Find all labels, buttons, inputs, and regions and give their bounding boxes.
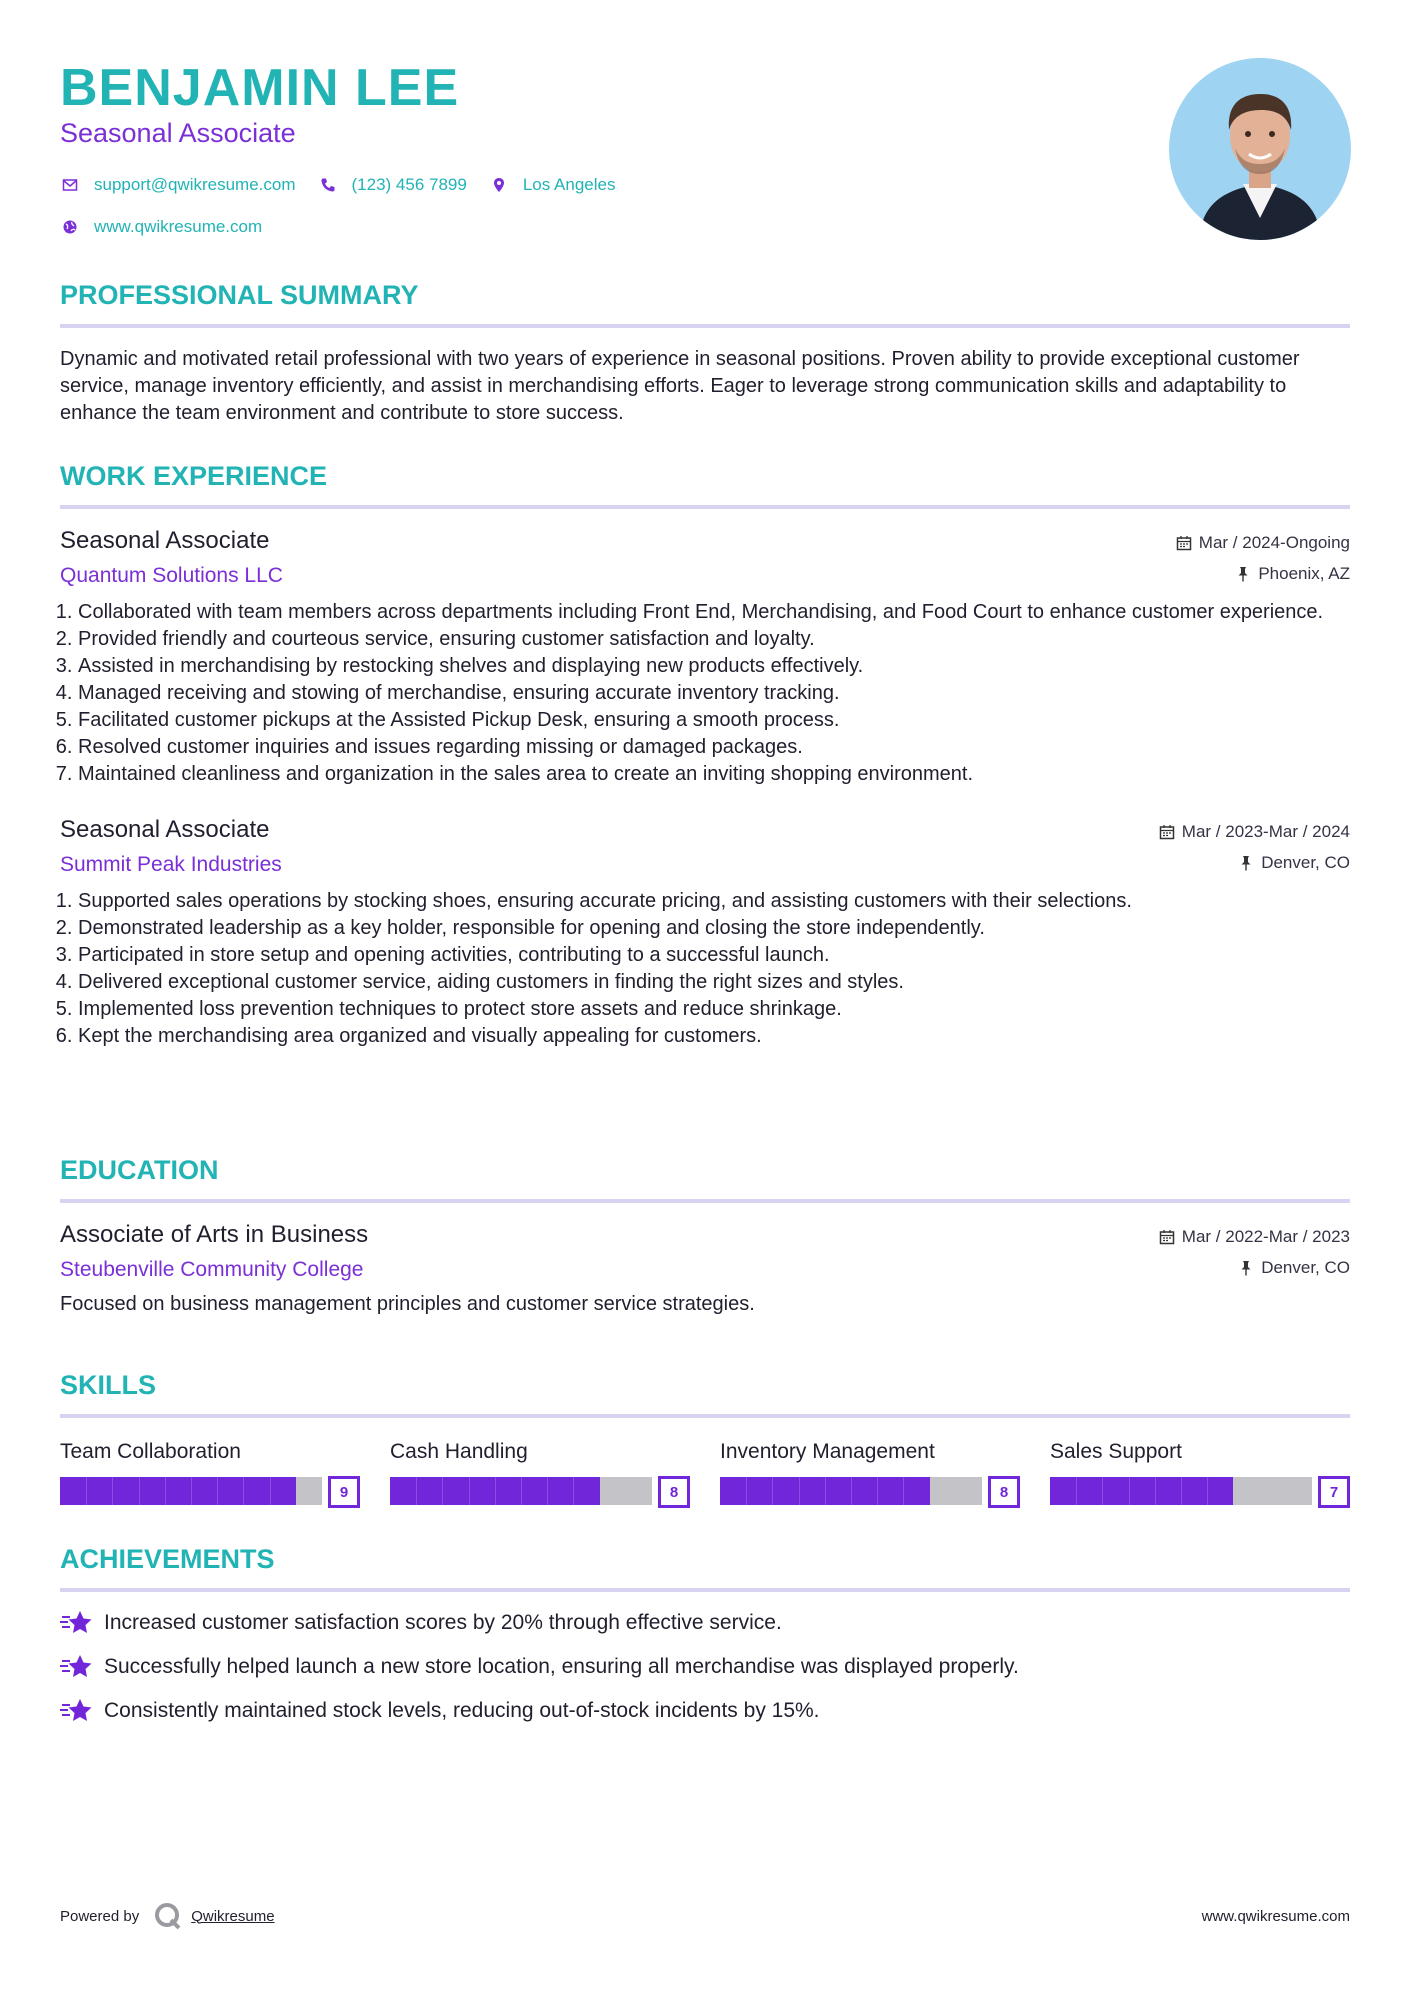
candidate-name: BENJAMIN LEE xyxy=(60,59,460,117)
skill-bar-segment xyxy=(1155,1477,1156,1505)
skill-name: Inventory Management xyxy=(720,1440,935,1463)
job-meta xyxy=(1159,814,1350,883)
phone-icon xyxy=(318,175,338,195)
pushpin-icon xyxy=(1238,1260,1254,1276)
skill-name: Sales Support xyxy=(1050,1440,1182,1463)
skill-bar-segment xyxy=(877,1477,878,1505)
skill-bar-segment xyxy=(521,1477,522,1505)
list-item: 3. Participated in store setup and opening activities, contributing to a successful launch. xyxy=(78,942,1350,969)
envelope-icon xyxy=(60,175,80,195)
experience-heading: WORK EXPERIENCE xyxy=(60,461,328,491)
skill-name: Team Collaboration xyxy=(60,1440,241,1463)
skill-bar-segment xyxy=(416,1477,417,1505)
skills-section xyxy=(60,1368,1350,1506)
achievement-text: Increased customer satisfaction scores by 20% through effective service. xyxy=(104,1611,782,1634)
skill-bar xyxy=(390,1476,690,1506)
achievements-section xyxy=(60,1542,1350,1740)
list-item: 5. Implemented loss prevention techniques to protect store assets and reduce shrinkage. xyxy=(78,996,1350,1023)
job-meta xyxy=(1176,525,1350,594)
job-bullets xyxy=(60,599,1350,788)
website-contact[interactable] xyxy=(60,217,262,237)
skill-level: 8 xyxy=(658,1476,690,1508)
skill-bar-segment xyxy=(270,1477,271,1505)
skill-bar-segment xyxy=(469,1477,470,1505)
job-entry xyxy=(60,525,1350,788)
skill-bar-segment xyxy=(86,1477,87,1505)
skill-level: 8 xyxy=(988,1476,1020,1508)
skill-item xyxy=(60,1438,360,1506)
skill-bar-segment xyxy=(217,1477,218,1505)
pushpin-icon xyxy=(1235,566,1251,582)
summary-text: Dynamic and motivated retail professional with two years of experience in seasonal positions. Proven ability to provide exceptional customer service, manage inventory efficiently, and assist in merchandising efforts. Eager to leverage strong communication skills and adaptability to enhance the team environment and contribute to store success. xyxy=(60,348,1300,424)
calendar-icon xyxy=(1159,1229,1175,1245)
skill-bar xyxy=(60,1476,360,1506)
job-bullets xyxy=(60,888,1350,1050)
summary-heading: PROFESSIONAL SUMMARY xyxy=(60,280,419,310)
skill-level: 9 xyxy=(328,1476,360,1508)
achievement-item xyxy=(60,1652,1350,1682)
list-item: 5. Facilitated customer pickups at the Assisted Pickup Desk, ensuring a smooth process. xyxy=(78,707,1350,734)
achievement-item xyxy=(60,1608,1350,1638)
star-icon xyxy=(60,1609,94,1637)
location-text: Los Angeles xyxy=(522,175,616,194)
section-divider xyxy=(60,1414,1350,1418)
map-pin-icon xyxy=(489,175,509,195)
skill-bar-fill xyxy=(1050,1477,1233,1505)
school-name: Steubenville Community College xyxy=(60,1258,364,1281)
skill-bar-segment xyxy=(903,1477,904,1505)
skill-bar-segment xyxy=(165,1477,166,1505)
job-location: Phoenix, AZ xyxy=(1258,564,1350,583)
list-item: 3. Assisted in merchandising by restocking shelves and displaying new products effectively. xyxy=(78,653,1350,680)
skill-bar-track xyxy=(1050,1477,1312,1505)
education-description: Focused on business management principles and customer service strategies. xyxy=(60,1293,755,1315)
education-entry xyxy=(60,1219,1350,1318)
list-item: 6. Resolved customer inquiries and issues regarding missing or damaged packages. xyxy=(78,734,1350,761)
location-contact xyxy=(489,175,616,195)
degree-title: Associate of Arts in Business xyxy=(60,1221,369,1248)
achievement-text: Consistently maintained stock levels, reducing out-of-stock incidents by 15%. xyxy=(104,1699,820,1722)
skill-bar-segment xyxy=(112,1477,113,1505)
skill-bar-segment xyxy=(746,1477,747,1505)
job-title: Seasonal Associate xyxy=(60,527,270,554)
list-item: 2. Demonstrated leadership as a key holder, responsible for opening and closing the store independently. xyxy=(78,915,1350,942)
list-item: 1. Supported sales operations by stocking shoes, ensuring accurate pricing, and assisting customers with their selections. xyxy=(78,888,1350,915)
achievements-heading: ACHIEVEMENTS xyxy=(60,1544,275,1574)
star-icon xyxy=(60,1653,94,1681)
profile-photo xyxy=(1169,58,1351,240)
section-divider xyxy=(60,1199,1350,1203)
footer-website[interactable]: www.qwikresume.com xyxy=(1201,1907,1350,1925)
skill-item xyxy=(1050,1438,1350,1506)
skill-bar-segment xyxy=(1207,1477,1208,1505)
skill-bar-segment xyxy=(547,1477,548,1505)
education-location: Denver, CO xyxy=(1261,1258,1350,1277)
skill-name: Cash Handling xyxy=(390,1440,528,1463)
phone-text: (123) 456 7899 xyxy=(351,175,467,194)
skill-bar-segment xyxy=(191,1477,192,1505)
skill-bar-track xyxy=(390,1477,652,1505)
experience-section xyxy=(60,459,1350,1050)
website-text: www.qwikresume.com xyxy=(94,217,263,236)
list-item: 4. Managed receiving and stowing of merchandise, ensuring accurate inventory tracking. xyxy=(78,680,1350,707)
email-contact[interactable] xyxy=(60,175,296,195)
skill-bar-segment xyxy=(1102,1477,1103,1505)
calendar-icon xyxy=(1159,824,1175,840)
skill-bar xyxy=(720,1476,1020,1506)
skills-heading: SKILLS xyxy=(60,1370,157,1400)
footer xyxy=(60,1900,1350,1932)
job-entry xyxy=(60,814,1350,1050)
education-heading: EDUCATION xyxy=(60,1155,219,1185)
skill-bar-segment xyxy=(139,1477,140,1505)
skill-bar-segment xyxy=(1181,1477,1182,1505)
email-text: support@qwikresume.com xyxy=(94,175,296,194)
skill-bar-segment xyxy=(1129,1477,1130,1505)
qwikresume-logo-icon xyxy=(153,1901,183,1931)
skill-bar-segment xyxy=(772,1477,773,1505)
skill-bar-segment xyxy=(851,1477,852,1505)
list-item: 7. Maintained cleanliness and organization in the sales area to create an inviting shopping environment. xyxy=(78,761,1350,788)
calendar-icon xyxy=(1176,535,1192,551)
summary-section xyxy=(60,278,1350,427)
skill-bar xyxy=(1050,1476,1350,1506)
contact-info xyxy=(60,172,637,256)
candidate-role: Seasonal Associate xyxy=(60,118,296,148)
resume-page xyxy=(60,0,1350,1990)
phone-contact[interactable] xyxy=(318,175,467,195)
globe-icon xyxy=(60,217,80,237)
job-dates: Mar / 2023-Mar / 2024 xyxy=(1181,822,1350,841)
education-meta xyxy=(1159,1219,1350,1288)
job-company: Summit Peak Industries xyxy=(60,853,282,876)
pushpin-icon xyxy=(1238,855,1254,871)
skills-list xyxy=(60,1438,1350,1506)
skill-bar-segment xyxy=(495,1477,496,1505)
qwikresume-link[interactable]: Qwikresume xyxy=(191,1907,275,1925)
skill-bar-segment xyxy=(573,1477,574,1505)
skill-bar-track xyxy=(720,1477,982,1505)
section-divider xyxy=(60,505,1350,509)
achievement-item xyxy=(60,1696,1350,1726)
job-dates: Mar / 2024-Ongoing xyxy=(1198,533,1350,552)
education-dates: Mar / 2022-Mar / 2023 xyxy=(1181,1227,1350,1246)
education-section xyxy=(60,1153,1350,1318)
section-divider xyxy=(60,324,1350,328)
list-item: 4. Delivered exceptional customer service, aiding customers in finding the right sizes and styles. xyxy=(78,969,1350,996)
skill-bar-segment xyxy=(1076,1477,1077,1505)
skill-bar-segment xyxy=(825,1477,826,1505)
star-icon xyxy=(60,1697,94,1725)
powered-by-label: Powered by xyxy=(60,1907,140,1925)
job-location: Denver, CO xyxy=(1261,853,1350,872)
skill-bar-track xyxy=(60,1477,322,1505)
skill-bar-segment xyxy=(799,1477,800,1505)
job-company: Quantum Solutions LLC xyxy=(60,564,283,587)
skill-level: 7 xyxy=(1318,1476,1350,1508)
skill-item xyxy=(390,1438,690,1506)
skill-bar-segment xyxy=(243,1477,244,1505)
section-divider xyxy=(60,1588,1350,1592)
skill-item xyxy=(720,1438,1020,1506)
job-title: Seasonal Associate xyxy=(60,816,270,843)
skill-bar-fill xyxy=(60,1477,296,1505)
achievement-text: Successfully helped launch a new store location, ensuring all merchandise was displayed properly. xyxy=(104,1655,1019,1678)
skill-bar-segment xyxy=(442,1477,443,1505)
list-item: 2. Provided friendly and courteous service, ensuring customer satisfaction and loyalty. xyxy=(78,626,1350,653)
list-item: 6. Kept the merchandising area organized and visually appealing for customers. xyxy=(78,1023,1350,1050)
list-item: 1. Collaborated with team members across departments including Front End, Merchandising, and Food Court to enhance customer experience. xyxy=(78,599,1350,626)
achievements-list xyxy=(60,1608,1350,1726)
